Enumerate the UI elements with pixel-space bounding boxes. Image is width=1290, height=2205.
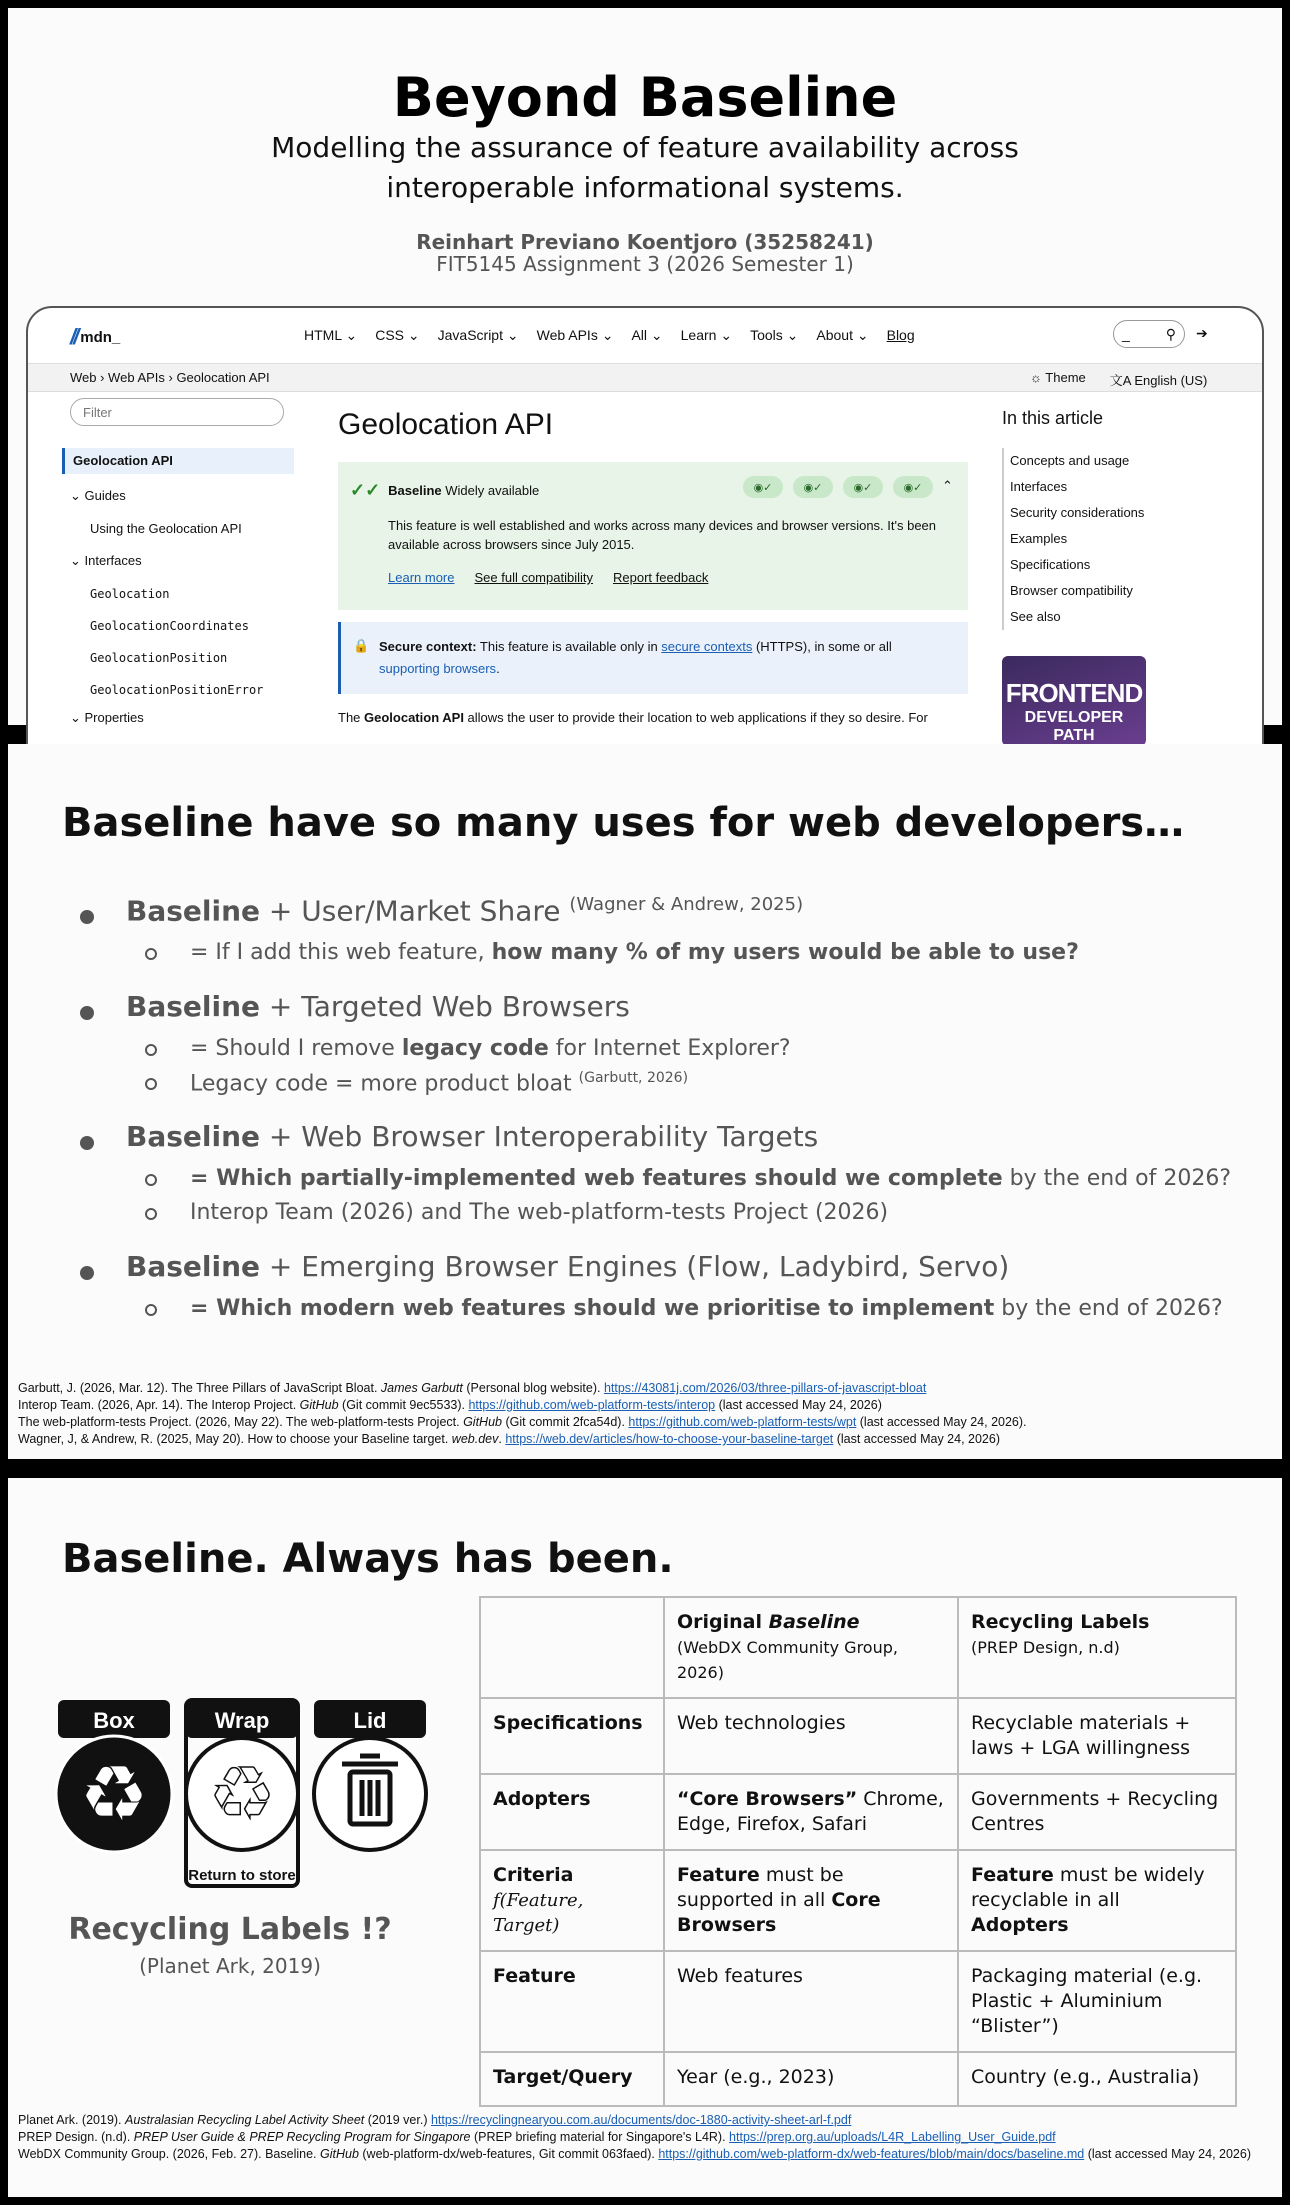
svg-text:Lid: Lid	[353, 1708, 387, 1733]
table-cell: Packaging material (e.g. Plastic + Aluminium “Blister”)	[958, 1951, 1236, 2052]
table-cell: Year (e.g., 2023)	[664, 2052, 958, 2106]
mdn-header	[28, 308, 1262, 364]
box-label	[56, 1700, 172, 1852]
bullet	[80, 1136, 94, 1150]
reference: PREP Design. (n.d). PREP User Guide & PREP Recycling Program for Singapore (PREP briefing material for Singapore's L4R). https://prep.org.au/uploads/L4R_Labelling_User_Guide.pdf	[18, 2130, 1056, 2144]
search-icon: ⚲	[1165, 325, 1176, 342]
baseline-banner: ✓✓ Baseline Widely available ◉✓ ◉✓ ◉✓ ◉✓ ⌃ This feature is well established and works across many devices and browser versions. It's been available across browsers since July 2015. Learn more See full compatibility Report feedback	[338, 462, 968, 610]
row-label: Specifications	[480, 1698, 664, 1774]
baseline-description: This feature is well established and works across many devices and browser versions. It's been available across browsers since July 2015.	[388, 518, 937, 552]
toc-item[interactable]: Security considerations	[1010, 505, 1145, 520]
row-label: Feature	[480, 1951, 664, 2052]
table-cell: Web technologies	[664, 1698, 958, 1774]
table-row	[480, 1774, 1236, 1850]
reference: Garbutt, J. (2026, Mar. 12). The Three Pillars of JavaScript Bloat. James Garbutt (Personal blog website). https://43081j.com/2026/03/three-pillars-of-javascript-bloat	[18, 1381, 927, 1395]
uses-slide	[8, 744, 1282, 1459]
nav-all[interactable]: All ⌄	[631, 327, 663, 343]
wrap-label	[186, 1700, 298, 1886]
reference: Wagner, J, & Andrew, R. (2025, May 20). How to choose your Baseline target. web.dev. https://web.dev/articles/how-to-choose-your-baseline-target (last accessed May 24, 2026)	[18, 1432, 1000, 1446]
sidebar-item-geolocation[interactable]: Geolocation	[90, 587, 170, 601]
mdn-logo[interactable]: // mdn_	[70, 324, 121, 349]
breadcrumb-bar	[28, 364, 1262, 392]
lid-label	[314, 1700, 426, 1850]
sidebar-item-coordinates[interactable]: GeolocationCoordinates	[90, 619, 249, 633]
sub-bullet	[145, 1304, 157, 1316]
reference-link[interactable]: https://github.com/web-platform-tests/interop	[468, 1398, 716, 1412]
language-button[interactable]: 文A English (US)	[1109, 373, 1208, 388]
list-item: Legacy code = more product bloat $^{(Garbutt, 2026)}$	[190, 1070, 689, 1097]
toc-title: In this article	[1002, 408, 1104, 428]
table-cell: Feature must be supported in all Core Browsers	[664, 1850, 958, 1951]
supporting-browsers-link[interactable]: supporting browsers	[379, 661, 497, 676]
sidebar-item-geolocation-api[interactable]: Geolocation API	[62, 448, 294, 474]
toc-item[interactable]: Concepts and usage	[1010, 453, 1130, 468]
list-item: = Should I remove legacy code for Internet Explorer?	[190, 1036, 791, 1061]
reference-link[interactable]: https://web.dev/articles/how-to-choose-your-baseline-target	[505, 1432, 834, 1446]
sidebar-properties[interactable]: ⌄ Properties	[70, 710, 144, 725]
nav-html[interactable]: HTML ⌄	[304, 327, 358, 343]
sub-bullet	[145, 1208, 157, 1220]
learn-more-link[interactable]: Learn more	[388, 570, 455, 585]
reference: The web-platform-tests Project. (2026, May 22). The web-platform-tests Project. GitHub (Git commit 2fca54d). https://github.com/web-platform-tests/wpt (last accessed May 24, 2026).	[18, 1415, 1027, 1429]
slide-title: Beyond Baseline	[392, 66, 898, 129]
list-item: = Which partially-implemented web features should we complete by the end of 2026?	[190, 1166, 1232, 1191]
login-icon[interactable]: ➔	[1196, 325, 1208, 341]
author: Reinhart Previano Koentjoro (35258241)	[416, 230, 874, 254]
bullet	[80, 1006, 94, 1020]
filter-input[interactable]: Filter	[70, 398, 284, 426]
toc-item[interactable]: See also	[1010, 609, 1061, 624]
mdn-logo-icon: //	[70, 324, 77, 349]
reference-link[interactable]: https://github.com/web-platform-dx/web-features/blob/main/docs/baseline.md	[658, 2147, 1085, 2161]
edge-icon: ◉✓	[793, 476, 833, 498]
recycle-outline-icon: ♲	[207, 1749, 277, 1838]
references	[18, 1380, 1027, 1448]
sub-bullet	[145, 1174, 157, 1186]
table-row	[480, 1698, 1236, 1774]
sidebar-interfaces[interactable]: ⌄ Interfaces	[70, 553, 142, 568]
baseline-check-icon: ✓✓	[350, 480, 381, 500]
nav-web-apis[interactable]: Web APIs ⌄	[536, 327, 614, 343]
reference: Interop Team. (2026, Apr. 14). The Interop Project. GitHub (Git commit 9ec5533). https://github.com/web-platform-tests/interop (last accessed May 24, 2026)	[18, 1398, 882, 1412]
sidebar-item-using[interactable]: Using the Geolocation API	[90, 521, 242, 536]
browser-support-icons[interactable]	[743, 476, 933, 498]
breadcrumb[interactable]: Web › Web APIs › Geolocation API	[70, 370, 270, 385]
references	[18, 2112, 1276, 2163]
list-item: Baseline + Emerging Browser Engines (Flow, Ladybird, Servo)	[126, 1250, 1010, 1283]
title-slide	[8, 8, 1282, 744]
reference-link[interactable]: https://github.com/web-platform-tests/wpt	[628, 1415, 857, 1429]
search-button[interactable]: _ ⚲	[1113, 320, 1185, 348]
nav-javascript[interactable]: JavaScript ⌄	[437, 327, 519, 343]
list-item: Baseline + User/Market Share $^{(Wagner \& Andrew, 2025)}$	[126, 894, 804, 928]
chrome-icon: ◉✓	[743, 476, 783, 498]
sidebar-guides[interactable]: ⌄ Guides	[70, 488, 126, 503]
intro-paragraph: The Geolocation API allows the user to provide their location to web applications if they so desire. For	[338, 710, 928, 725]
lock-icon: 🔒	[353, 638, 370, 653]
table-row	[480, 1850, 1236, 1951]
mdn-screenshot	[26, 306, 1264, 746]
secure-contexts-link[interactable]: secure contexts	[661, 639, 753, 654]
feedback-link[interactable]: Report feedback	[612, 570, 709, 585]
image-caption: Recycling Labels !?	[68, 1912, 392, 1947]
page-title: Geolocation API	[338, 408, 554, 441]
slide-title: Baseline. Always has been.	[62, 1536, 674, 1582]
image-citation: (Planet Ark, 2019)	[139, 1954, 321, 1978]
table-header: Original Baseline (WebDX Community Group, 2026)	[664, 1597, 958, 1698]
course: FIT5145 Assignment 3 (2026 Semester 1)	[436, 252, 854, 276]
safari-icon: ◉✓	[893, 476, 933, 498]
bullet	[80, 1266, 94, 1280]
firefox-icon: ◉✓	[843, 476, 883, 498]
slide-subtitle: Modelling the assurance of feature availability across interoperable informational systems.	[271, 131, 1019, 204]
toc-item[interactable]: Examples	[1010, 531, 1068, 546]
comparison-table	[479, 1596, 1237, 2107]
row-label: Adopters	[480, 1774, 664, 1850]
comparison-slide	[8, 1478, 1282, 2197]
reference: Planet Ark. (2019). Australasian Recycling Label Activity Sheet (2019 ver.) https://recyclingnearyou.com.au/documents/doc-1880-activity-sheet-arl-f.pdf	[18, 2113, 852, 2127]
nav-tools[interactable]: Tools ⌄	[750, 327, 799, 343]
sub-bullet	[145, 948, 157, 960]
nav-about[interactable]: About ⌄	[816, 327, 869, 343]
svg-text:Wrap: Wrap	[214, 1708, 270, 1733]
table-cell	[480, 1597, 664, 1698]
table-cell: “Core Browsers” Chrome, Edge, Firefox, Safari	[664, 1774, 958, 1850]
nav-css[interactable]: CSS ⌄	[375, 327, 420, 343]
svg-text:Return to store: Return to store	[188, 1867, 296, 1884]
bullet	[80, 910, 94, 924]
recycling-labels-image	[54, 1700, 432, 1890]
reference: WebDX Community Group. (2026, Feb. 27). Baseline. GitHub (web-platform-dx/web-features, Git commit 063faed). https://github.com/web-platform-dx/web-features/blob/main/docs/baseline.md (last accessed May 24, 2026)	[18, 2147, 1251, 2161]
compat-link[interactable]: See full compatibility	[474, 570, 593, 585]
reference-link[interactable]: https://43081j.com/2026/03/three-pillars-of-javascript-bloat	[603, 1381, 927, 1395]
trash-icon	[342, 1756, 398, 1824]
list-item: Baseline + Targeted Web Browsers	[126, 990, 630, 1023]
table-cell: Recyclable materials + laws + LGA willingness	[958, 1698, 1236, 1774]
table-cell: Feature must be widely recyclable in all Adopters	[958, 1850, 1236, 1951]
sub-bullet	[145, 1078, 157, 1090]
list-item: = Which modern web features should we prioritise to implement by the end of 2026?	[190, 1296, 1223, 1321]
recycle-icon: ♻	[79, 1749, 149, 1838]
list-item: Interop Team (2026) and The web-platform-tests Project (2026)	[190, 1200, 889, 1225]
reference-link[interactable]: https://recyclingnearyou.com.au/documents/doc-1880-activity-sheet-arl-f.pdf	[430, 2113, 852, 2127]
nav-blog[interactable]: Blog	[886, 327, 915, 343]
nav-learn[interactable]: Learn ⌄	[680, 327, 733, 343]
sidebar-item-position[interactable]: GeolocationPosition	[90, 651, 228, 665]
mdn-nav	[304, 327, 915, 344]
table-row	[480, 2052, 1236, 2106]
table-header: Recycling Labels (PREP Design, n.d)	[958, 1597, 1236, 1698]
table-cell: Country (e.g., Australia)	[958, 2052, 1236, 2106]
slide-title: Baseline have so many uses for web developers…	[62, 800, 1185, 846]
list-item: Baseline + Web Browser Interoperability Targets	[126, 1120, 819, 1153]
svg-text:Box: Box	[93, 1708, 135, 1733]
chevron-up-icon[interactable]: ⌃	[942, 478, 953, 493]
list-item: = If I add this web feature, how many % of my users would be able to use?	[190, 940, 1079, 965]
row-label: Target/Query	[480, 2052, 664, 2106]
table-cell: Governments + Recycling Centres	[958, 1774, 1236, 1850]
row-label: Criteria f(Feature, Target)	[480, 1850, 664, 1951]
table-cell: Web features	[664, 1951, 958, 2052]
table-row	[480, 1951, 1236, 2052]
reference-link[interactable]: https://prep.org.au/uploads/L4R_Labelling_User_Guide.pdf	[729, 2130, 1056, 2144]
promo-banner[interactable]: FRONTEND DEVELOPER PATH	[1002, 656, 1146, 746]
sidebar-item-position-error[interactable]: GeolocationPositionError	[90, 683, 264, 697]
sub-bullet	[145, 1044, 157, 1056]
toc-item[interactable]: Specifications	[1010, 557, 1091, 572]
table-row	[480, 1597, 1236, 1698]
toc-item[interactable]: Interfaces	[1010, 479, 1068, 494]
toc-item[interactable]: Browser compatibility	[1010, 583, 1133, 598]
secure-context-note: 🔒 Secure context: This feature is available only in secure contexts (HTTPS), in some or all supporting browsers.	[338, 622, 968, 694]
theme-button[interactable]: ☼ Theme	[1030, 370, 1086, 385]
